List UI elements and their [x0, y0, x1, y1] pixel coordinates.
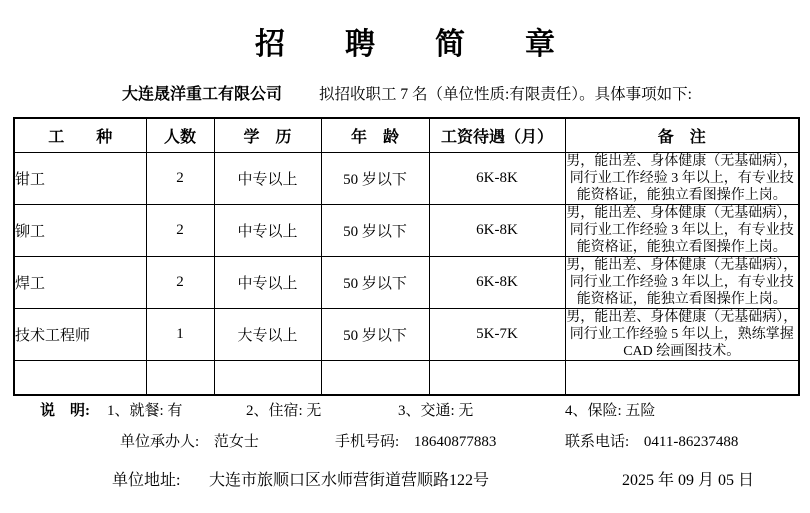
cell-count: 1: [146, 308, 214, 360]
intro-description: 拟招收职工 7 名（单位性质:有限责任）。具体事项如下:: [319, 86, 692, 103]
cell-count: 2: [146, 204, 214, 256]
cell-age: 50 岁以下: [321, 256, 429, 308]
cell-job: 铆工: [14, 204, 146, 256]
mobile-number: 18640877883: [413, 434, 497, 450]
phone-number: 0411-86237488: [643, 434, 739, 450]
cell-job: 焊工: [14, 256, 146, 308]
address-value: 大连市旅顺口区水师营街道营顺路122号: [209, 472, 490, 489]
phone-label: 联系电话:: [565, 434, 630, 450]
table-row-empty: [14, 360, 799, 395]
cell-count: 2: [146, 256, 214, 308]
table-row: [14, 152, 799, 204]
cell-job: 技术工程师: [14, 308, 146, 360]
mobile-label: 手机号码:: [335, 434, 400, 450]
note-item-transport: 3、交通: 无: [398, 403, 474, 419]
cell-age: 50 岁以下: [321, 204, 429, 256]
note-item-lodging: 2、住宿: 无: [246, 403, 322, 419]
cell-education: 中专以上: [214, 152, 321, 204]
table-header-row: [14, 118, 799, 152]
header-note: 备 注: [565, 118, 799, 152]
recruitment-table: [13, 117, 800, 396]
cell-salary: [429, 360, 565, 395]
cell-note: 男，能出差、身体健康（无基础病），同行业工作经验 3 年以上，有专业技能资格证，能独立看图操作上岗。: [566, 205, 798, 255]
handler-label: 单位承办人:: [120, 434, 200, 450]
table-row: [14, 204, 799, 256]
cell-job: [14, 360, 146, 395]
address-line: [0, 472, 810, 490]
header-job: 工 种: [14, 118, 146, 152]
cell-job: 钳工: [14, 152, 146, 204]
notes-line: [0, 403, 810, 420]
handler-item: [120, 434, 259, 451]
header-age: 年 龄: [321, 118, 429, 152]
cell-note: 男，能出差、身体健康（无基础病），同行业工作经验 3 年以上，有专业技能资格证，能独立看图操作上岗。: [566, 257, 798, 307]
header-count: 人数: [146, 118, 214, 152]
note-item-insurance: 4、保险: 五险: [565, 403, 656, 419]
cell-note: [565, 360, 799, 395]
table-row: [14, 308, 799, 360]
phone-item: [565, 434, 738, 451]
handler-name: 范女士: [213, 434, 259, 450]
cell-salary: 6K-8K: [429, 256, 565, 308]
cell-count: [146, 360, 214, 395]
address-label: 单位地址:: [112, 472, 181, 489]
table-row: [14, 256, 799, 308]
cell-education: 中专以上: [214, 256, 321, 308]
mobile-item: [335, 434, 496, 451]
cell-salary: 5K-7K: [429, 308, 565, 360]
cell-age: 50 岁以下: [321, 308, 429, 360]
cell-education: [214, 360, 321, 395]
cell-salary: 6K-8K: [429, 204, 565, 256]
cell-age: 50 岁以下: [321, 152, 429, 204]
intro-line: [0, 84, 810, 105]
date-value: 2025 年 09 月 05 日: [622, 472, 755, 489]
cell-age: [321, 360, 429, 395]
header-salary: 工资待遇（月）: [429, 118, 565, 152]
cell-education: 中专以上: [214, 204, 321, 256]
header-education: 学 历: [214, 118, 321, 152]
cell-education: 大专以上: [214, 308, 321, 360]
notes-label: 说 明:: [40, 403, 90, 419]
cell-note: 男，能出差、身体健康（无基础病），同行业工作经验 3 年以上，有专业技能资格证，能独立看图操作上岗。: [566, 153, 798, 203]
cell-note: 男，能出差、身体健康（无基础病），同行业工作经验 5 年以上，熟练掌握 CAD 绘画图技术。: [566, 309, 798, 359]
cell-count: 2: [146, 152, 214, 204]
page-title: 招 聘 简 章: [255, 28, 555, 61]
company-name: 大连晟洋重工有限公司: [122, 86, 283, 103]
cell-salary: 6K-8K: [429, 152, 565, 204]
note-item-meals: 1、就餐: 有: [107, 403, 183, 419]
contact-line: [0, 434, 810, 451]
